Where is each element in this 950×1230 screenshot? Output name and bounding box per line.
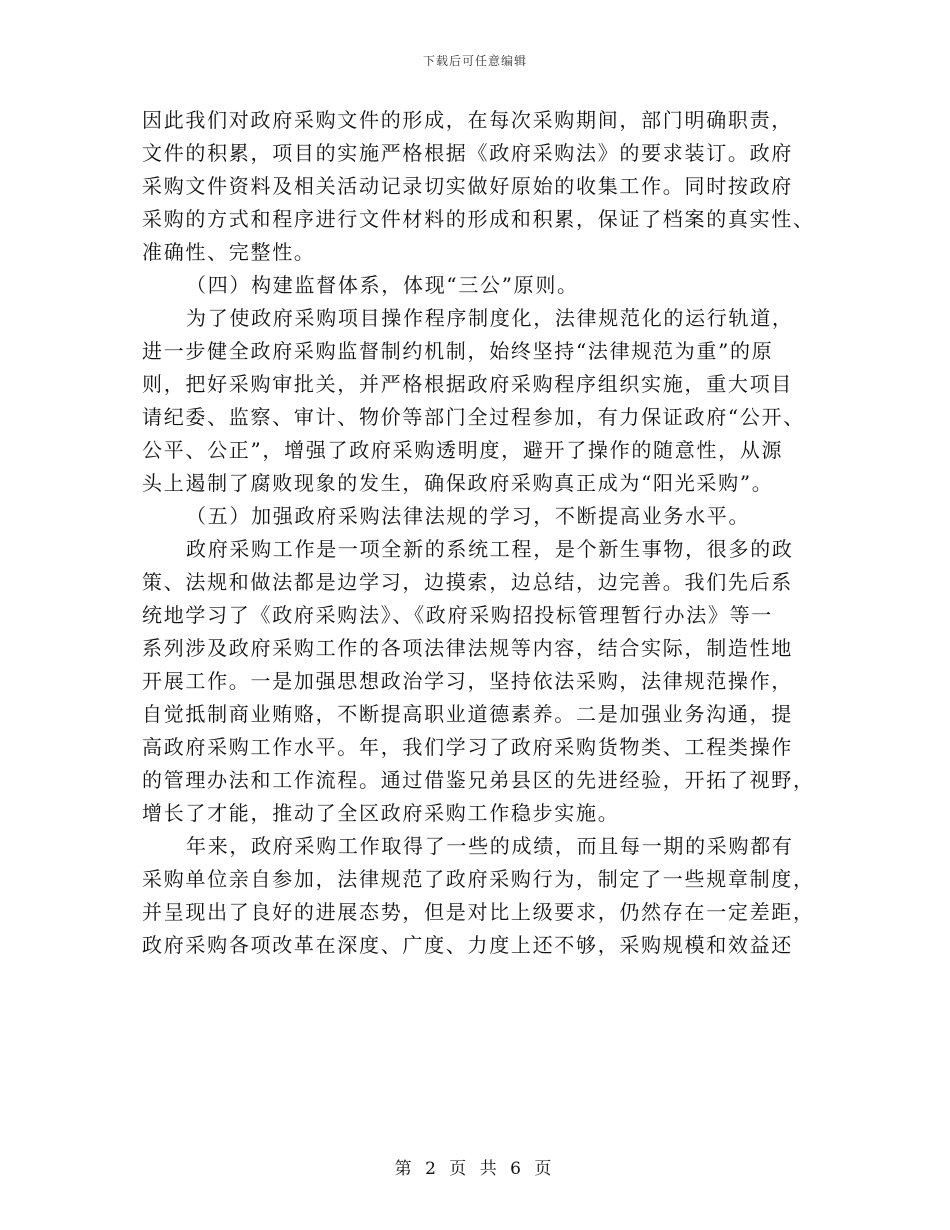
text-line: 策、法规和做法都是边学习，边摸索，边总结，边完善。我们先后系	[142, 570, 793, 594]
text-line: 高政府采购工作水平。年，我们学习了政府采购货物类、工程类操作	[142, 735, 793, 759]
text-line: 开展工作。一是加强思想政治学习，坚持依法采购，法律规范操作，	[142, 669, 793, 693]
text-line: 政府采购各项改革在深度、广度、力度上还不够，采购规模和效益还	[142, 933, 793, 957]
section-heading-5: （五）加强政府采购法律法规的学习，不断提高业务水平。	[186, 504, 751, 528]
text-line: 自觉抵制商业贿赂，不断提高职业道德素养。二是加强业务沟通，提	[142, 702, 793, 726]
text-line: 增长了才能，推动了全区政府采购工作稳步实施。	[142, 801, 620, 825]
page-header-note: 下载后可任意编辑	[422, 54, 527, 68]
text-line: 请纪委、监察、审计、物价等部门全过程参加，有力保证政府“公开、	[142, 405, 805, 429]
text-line: 的管理办法和工作流程。通过借鉴兄弟县区的先进经验，开拓了视野，	[142, 768, 815, 792]
section-heading-4: （四）构建监督体系，体现“三公”原则。	[186, 273, 579, 297]
text-line: 采购单位亲自参加，法律规范了政府采购行为，制定了一些规章制度，	[142, 867, 815, 891]
text-line: 文件的积累，项目的实施严格根据《政府采购法》的要求装订。政府	[142, 141, 793, 165]
text-line: 采购文件资料及相关活动记录切实做好原始的收集工作。同时按政府	[142, 174, 793, 198]
text-line: 政府采购工作是一项全新的系统工程，是个新生事物，很多的政	[186, 537, 794, 561]
text-line: 则，把好采购审批关，并严格根据政府采购程序组织实施，重大项目	[142, 372, 793, 396]
text-line: 公平、公正”，增强了政府采购透明度，避开了操作的随意性，从源	[142, 438, 784, 462]
text-line: 准确性、完整性。	[142, 240, 316, 264]
text-line: 并呈现出了良好的进展态势，但是对比上级要求，仍然存在一定差距，	[142, 900, 815, 924]
document-body	[142, 104, 815, 962]
text-line: 为了使政府采购项目操作程序制度化，法律规范化的运行轨道，	[186, 306, 794, 330]
page-number: 第 2 页 共 6 页	[394, 1159, 556, 1179]
text-line: 系列涉及政府采购工作的各项法律法规等内容，结合实际，制造性地	[142, 636, 793, 660]
text-line: 统地学习了《政府采购法》、《政府采购招投标管理暂行办法》等一	[142, 603, 773, 627]
text-line: 进一步健全政府采购监督制约机制，始终坚持“法律规范为重”的原	[142, 339, 774, 363]
text-line: 采购的方式和程序进行文件材料的形成和积累，保证了档案的真实性、	[142, 207, 815, 231]
text-line: 因此我们对政府采购文件的形成，在每次采购期间，部门明确职责，	[142, 108, 793, 132]
text-line: 年来，政府采购工作取得了一些的成绩，而且每一期的采购都有	[186, 834, 794, 858]
text-line: 头上遏制了腐败现象的发生，确保政府采购真正成为“阳光采购”。	[142, 471, 774, 495]
